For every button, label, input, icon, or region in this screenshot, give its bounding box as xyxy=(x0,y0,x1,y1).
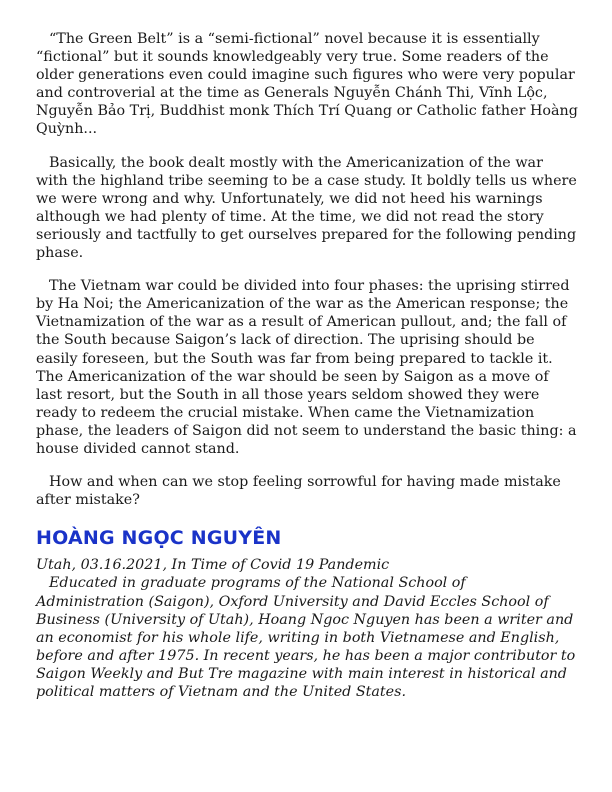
body-paragraph-1: “The Green Belt” is a “semi-fictional” novel because it is essentially “fictional” but it sounds knowledgeably very true. Some readers of the older generations even could imagine such figures who were very popular and controverial at the time as Generals Nguyễn Chánh Thi, Vĩnh Lộc, Nguyễn Bảo Trị, Buddhist monk Thích Trí Quang or Catholic father Hoàng Quỳnh... xyxy=(36,31,578,138)
author-name-heading: HOÀNG NGỌC NGUYÊN xyxy=(36,527,282,550)
author-bio: Educated in graduate programs of the National School of Administration (Saigon), Oxford University and David Eccles School of Business (University of Utah), Hoang Ngoc Nguyen has been a writer and an economist for his whole life, writing in both Vietnamese and English, before and after 1975. In recent years, he has been a major contributor to Saigon Weekly and But Tre magazine with main interest in historical and political matters of Vietnam and the United States. xyxy=(36,575,576,700)
body-paragraph-2: Basically, the book dealt mostly with the Americanization of the war with the highland tribe seeming to be a case study. It boldly tells us where we were wrong and why. Unfortunately, we did not heed his warnings although we had plenty of time. At the time, we did not read the story seriously and tactfully to get ourselves prepared for the following pending phase. xyxy=(36,154,577,262)
author-dateline: Utah, 03.16.2021, In Time of Covid 19 Pandemic xyxy=(36,557,390,574)
body-paragraph-4: How and when can we stop feeling sorrowful for having made mistake after mistake? xyxy=(36,474,561,509)
body-paragraph-3: The Vietnam war could be divided into four phases: the uprising stirred by Ha Noi; the Americanization of the war as the American response; the Vietnamization of the war as a result of American pullout, and; the fall of the South because Saigon’s lack of direction. The uprising should be easily foreseen, but the South was far from being prepared to tackle it. The Americanization of the war should be seen by Saigon as a move of last resort, but the South in all those years seldom showed they were ready to redeem the crucial mistake. When came the Vietnamization phase, the leaders of Saigon did not seem to understand the basic thing: a house divided cannot stand. xyxy=(36,278,577,457)
